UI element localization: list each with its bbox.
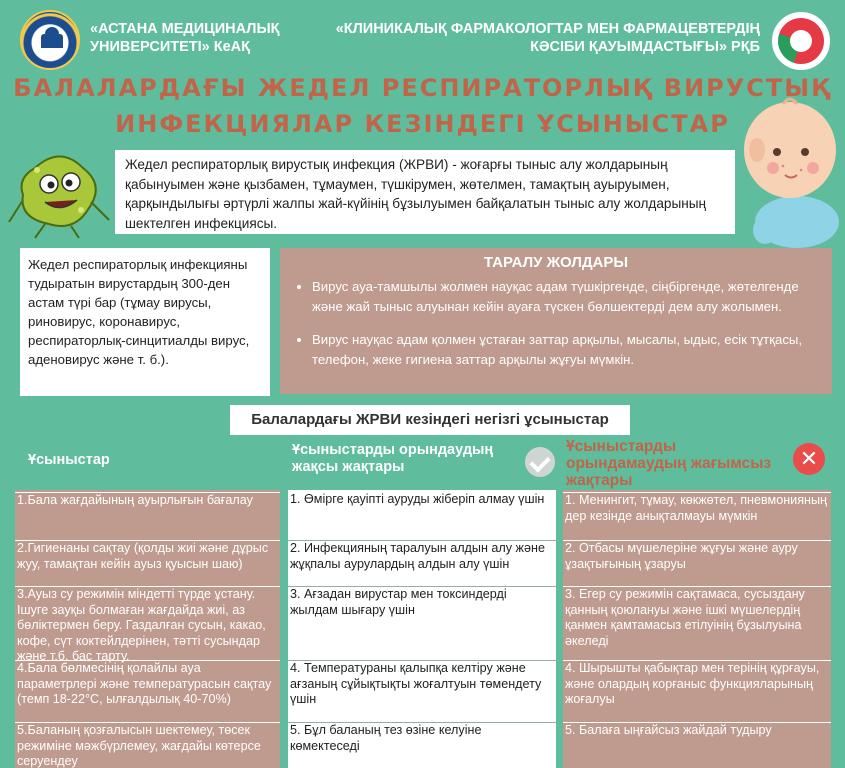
recommendations-column: [15, 490, 280, 768]
table-cell: 2. Отбасы мүшелеріне жұғуы және ауру ұзақтығының ұзаруы: [563, 540, 831, 572]
page-title-line-1: БАЛАЛАРДАҒЫ ЖЕДЕЛ РЕСПИРАТОРЛЫҚ ВИРУСТЫҚ: [13, 74, 832, 102]
table-cell: 2.Гигиенаны сақтау (қолды жиі және дұрыс жуу, тамақтан кейін ауыз қуысын шаю): [15, 540, 280, 572]
university-name: «АСТАНА МЕДИЦИНАЛЫҚ УНИВЕРСИТЕТІ» КеАҚ: [90, 21, 280, 55]
causes-text: Жедел респираторлық инфекцияны тудыратын вирустардың 300-ден астам түрі бар (тұмау вирусы, риновирус, коронавирус, респираторлық-синцитиалды вирус, аденовирус және т. б.).: [20, 248, 270, 396]
table-cell: 5.Баланың қозғалысын шектемеу, төсек режиміне мәжбүрлемеу, жағдайы көтерсе серуендеу: [15, 722, 280, 768]
checkmark-icon: [525, 447, 555, 477]
association-name: «КЛИНИКАЛЫҚ ФАРМАКОЛОГТАР МЕН ФАРМАЦЕВТЕРДІҢ КӘСІБИ ҚАУЫМДАСТЫҒЫ» РҚБ: [335, 21, 760, 55]
table-cell: 1.Бала жағдайының ауырлығын бағалау: [15, 492, 280, 509]
virus-illustration: [5, 140, 115, 240]
column-header-benefits: Ұсыныстарды орындаудың жақсы жақтары: [292, 442, 494, 475]
association-logo: [772, 12, 830, 70]
consequences-column: [563, 490, 831, 768]
baby-illustration: [735, 80, 845, 250]
table-cell: 5. Балаға ыңғайсыз жайдай тудыру: [563, 722, 831, 739]
table-cell: 4. Шырышты қабықтар мен терінің құрғауы, және олардың корғаныс функцияларының жоғалуы: [563, 660, 831, 708]
recommendations-banner: Балалардағы ЖРВИ кезіндегі негізгі ұсыныстар: [230, 405, 630, 435]
column-header-consequences: Ұсыныстарды орындамаудың жағымсыз жақтары: [566, 438, 772, 489]
column-header-recommendations: Ұсыныстар: [28, 452, 110, 468]
benefits-column: [288, 490, 556, 768]
transmission-item: • Вирус ауа-тамшылы жолмен науқас адам түшкіргенде, сіңбіргенде, жөтелгенде және жай тыныс алуынан кейін ауаға түскен бөлшектерді дем алу жолымен.: [312, 277, 818, 316]
table-cell: 1. Өмірге қауіпті ауруды жіберіп алмау үшін: [290, 492, 545, 506]
transmission-item: • Вирус науқас адам қолмен ұстаған заттар арқылы, мысалы, ыдыс, есік тұтқасы, телефон, жеке гигиена заттар арқылы жұғуы мүмкін.: [312, 330, 818, 369]
transmission-heading: ТАРАЛУ ЖОЛДАРЫ: [483, 254, 629, 271]
page-title-line-2: ИНФЕКЦИЯЛАР КЕЗІНДЕГІ ҰСЫНЫСТАР: [115, 110, 730, 138]
table-cell: 3. Ағзадан вирустар мен токсиндерді жылдам шығару үшін: [288, 586, 556, 618]
table-cell: 3. Егер су режимін сақтамаса, сусыздану қанның қоюлануы және ішкі мүшелердің қанмен қамтамасыз етілуінің бұзылуына әкеледі: [563, 586, 831, 649]
definition-text: Жедел респираторлық вирустық инфекция (ЖРВИ) - жоғарғы тыныс алу жолдарының қабынуымен және қызбамен, тұмаумен, түшкірумен, жөтелмен, тамақтың ауыруымен, қарқындылығы әртүрлі жалпы жай-күйінің бұзылуымен байқалатын тыныс алу жолдарының шектелген инфекциясы.: [115, 150, 735, 234]
table-cell: 5. Бұл баланың тез өзіне келуіне көмектеседі: [288, 722, 556, 754]
table-cell: 1. Менингит, тұмау, көкжөтел, пневмонияның дер кезінде анықталмауы мүмкін: [563, 492, 831, 524]
cross-icon: ✕: [793, 443, 825, 475]
table-cell: 3.Ауыз су режимін міндетті түрде ұстану. Ішуге зауқы болмаған жағдайда жиі, аз бөліктермен беру. Газдалған сусын, какао, кофе, сүт коктейлдерінен, тәтті сусындар және т.б. бас тарту.: [15, 586, 280, 665]
transmission-list: [294, 277, 818, 369]
table-cell: 4.Бала бөлмесінің қолайлы ауа параметрлері және температурасын сақтау (темп 18-22°С, ылғалдылық 40-70%): [15, 660, 280, 708]
transmission-box: [280, 248, 832, 394]
table-cell: 2. Инфекцияның таралуын алдын алу және жұқпалы аурулардың алдын алу үшін: [288, 540, 556, 572]
university-logo: [20, 10, 80, 70]
table-cell: 4. Температураны қалыпқа келтіру және ағзаның сұйықтықты жоғалтуын төмендету үшін: [288, 660, 556, 708]
